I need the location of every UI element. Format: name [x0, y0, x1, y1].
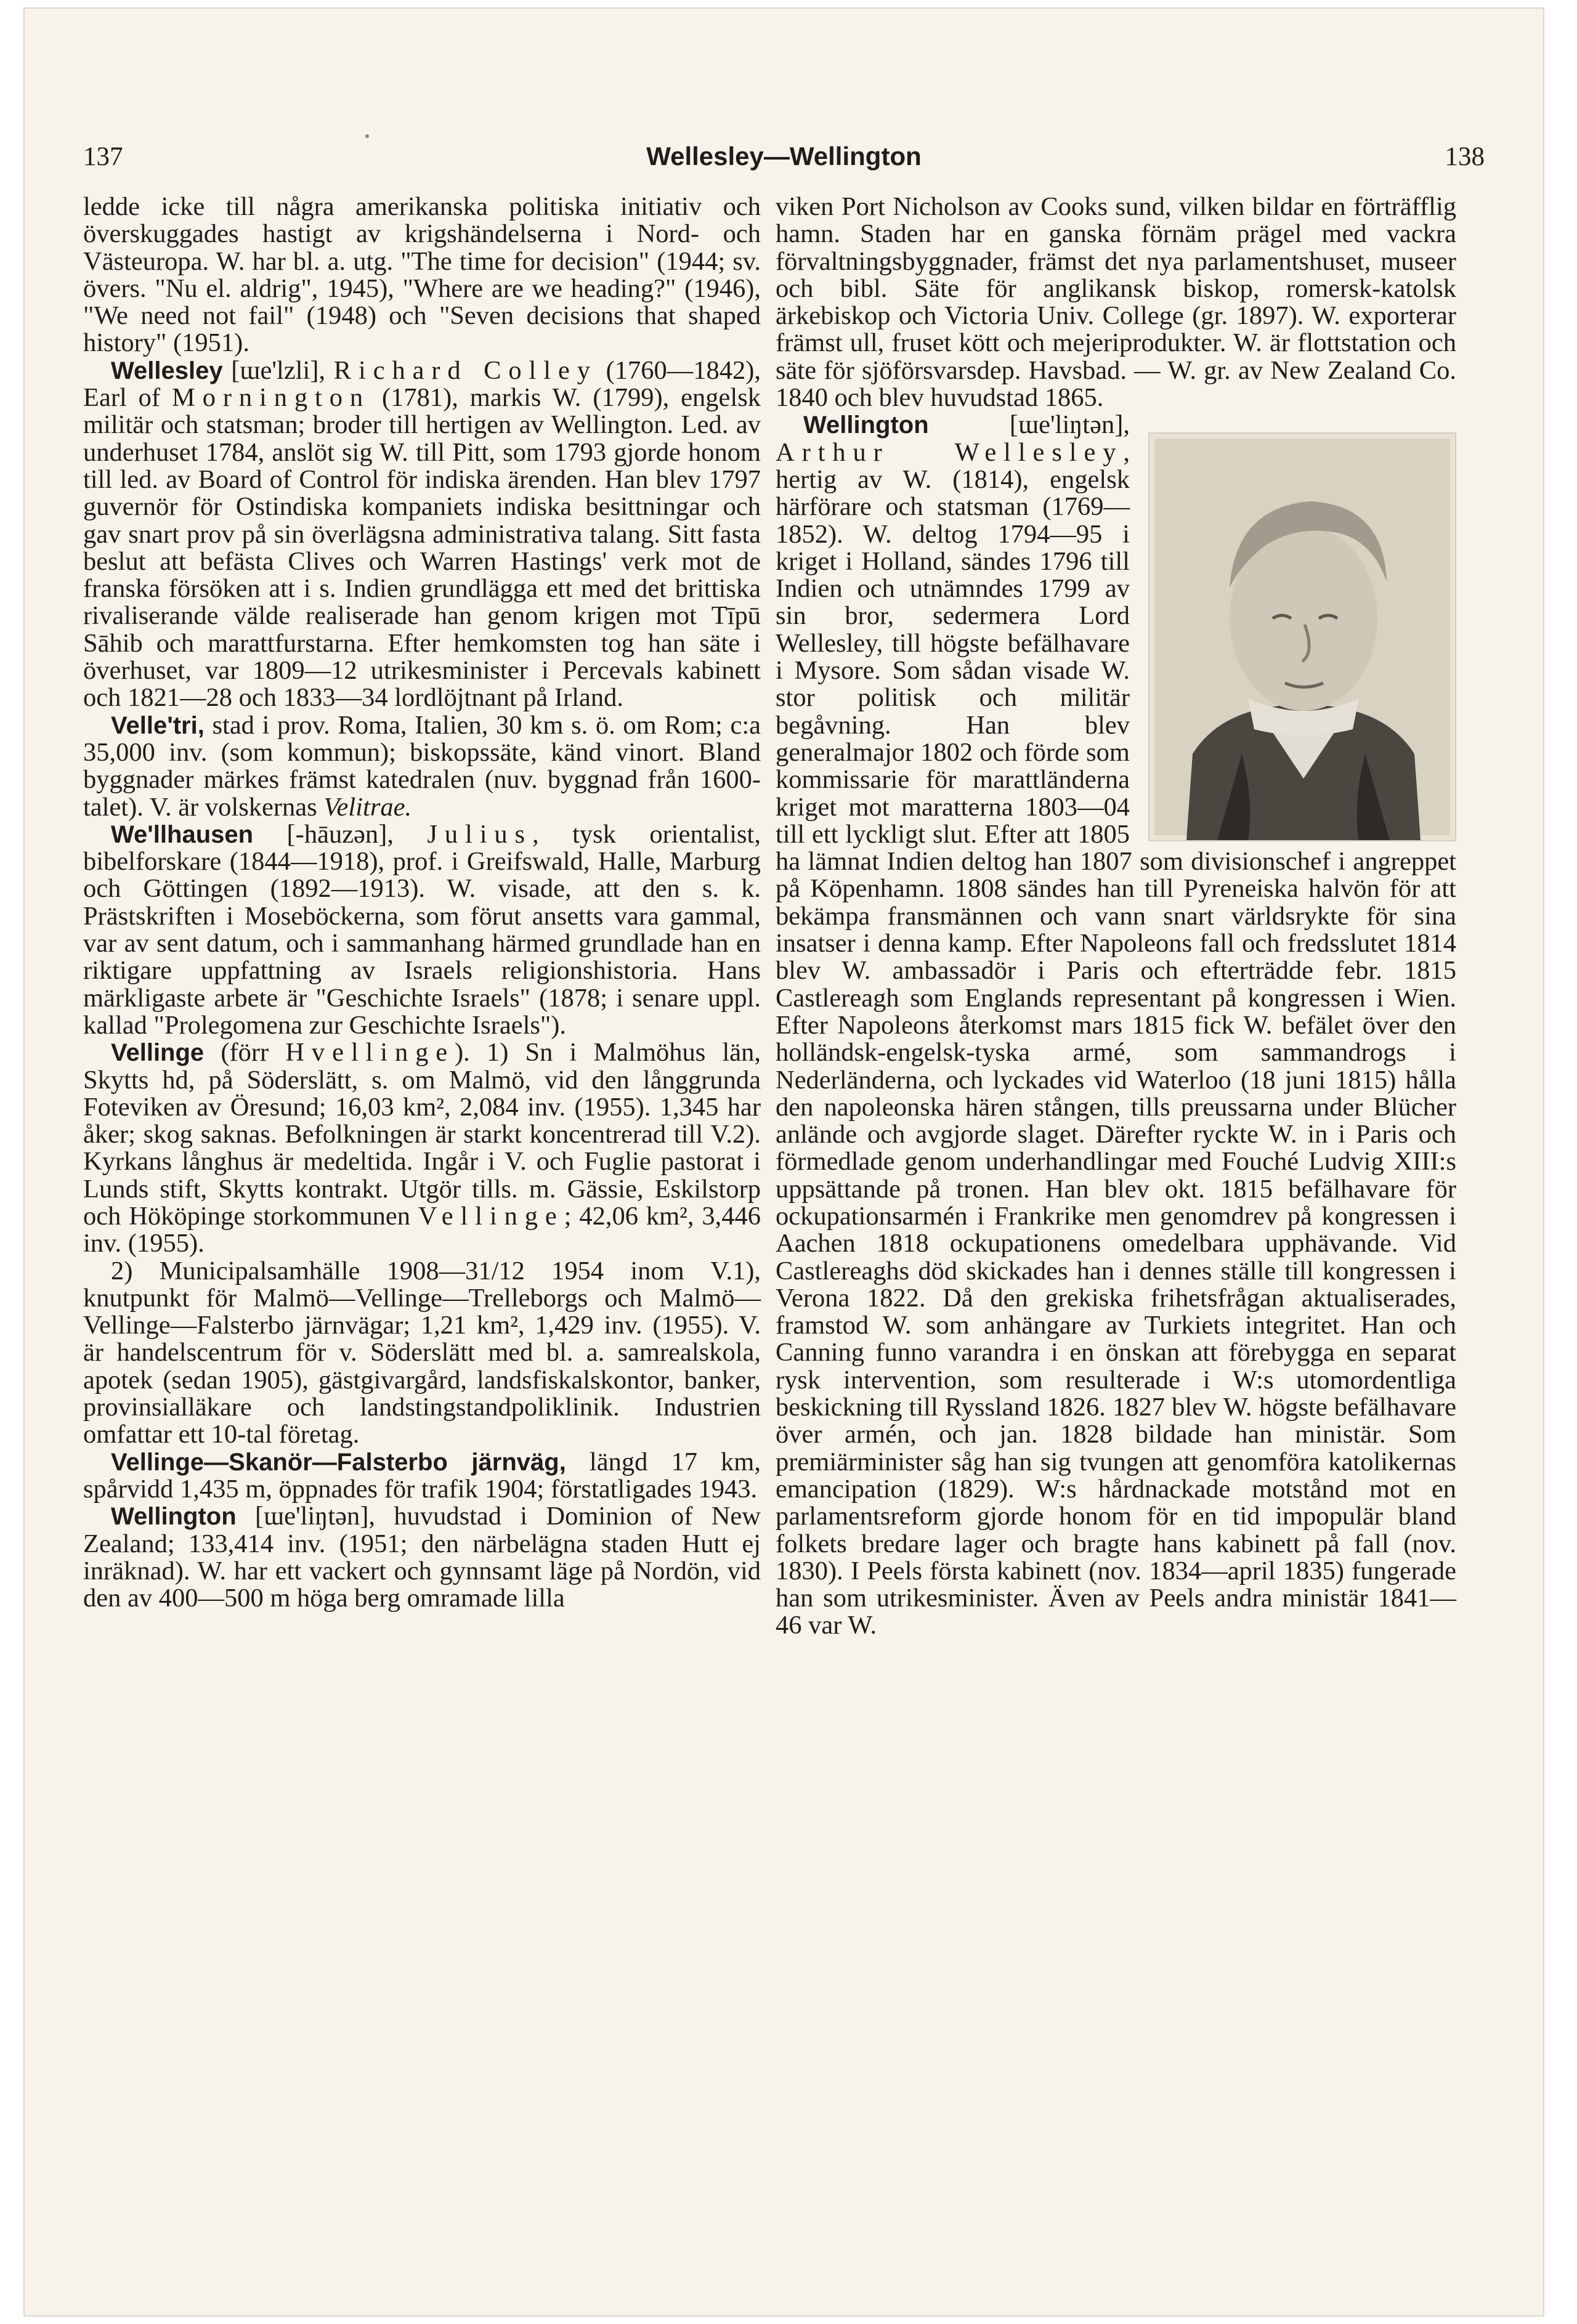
entry-text: (1781), markis W. (1799), engelsk militär och statsman; broder till hertigen av Wellington. Led. av underhuset 1784, anslöt sig W. till Pitt, som 1793 gjorde honom till led. av Board of Control för indiska ärenden. Han blev 1797 guvernör för Ostindiska kompaniets indiska besittningar och gav snart prov på sin överlägsna administrativa talang. Sitt fasta beslut att befästa Clives och Warren Hastings' verk mot de franska försöken att i s. Indien grundlägga ett med det brittiska rivaliserande välde realiserade han genom krigen mot Tīpū Sāhib och marattfurstarna. Efter hemkomsten tog han säte i överhuset, var 1809—12 utrikesminister i Percevals kabinett och 1821—28 och 1833—34 lordlöjtnant på Irland.	[83, 383, 761, 713]
portrait-image	[1148, 432, 1456, 841]
entry-text: stad i prov. Roma, Italien, 30 km s. ö. om Rom; c:a 35,000 inv. (som kommun); biskopssäte, känd vinort. Bland byggnader märkes främst katedralen (nuv. byggnad från 1600-talet). V. är volskernas	[83, 710, 761, 822]
entry-person-name: Julius	[427, 819, 533, 849]
entry-headword: We'llhausen	[111, 820, 254, 848]
ink-speck	[365, 134, 369, 138]
page-number-right: 138	[1445, 142, 1485, 171]
entry-pronunciation: [-hāuzən],	[253, 819, 428, 849]
entry-person-name: Arthur Wellesley	[776, 437, 1124, 467]
entry-wellington-duke	[776, 411, 1456, 1639]
entry-text: , hertig av W. (1814), engelsk härförare och statsman (1769—1852). W. deltog 1794—95 i kriget i Holland, sändes 1796 till Indien och utnämndes 1799 av sin bror, sedermera Lord Wellesley, till högste befälhavare i Mysore. Som sådan visade W. stor politisk och militär begåvning. Han blev generalmajor 1802 och förde som kommissarie för marattländerna kriget mot maratterna 1803—04 till ett lyckligt slut. Efter att 1805 ha lämnat Indien deltog han 1807 som divisionschef i angreppet på Köpenhamn. 1808 sändes han till Pyreneiska halvön för att bekämpa fransmännen och vann snart världsrykte för sina insatser i denna kamp. Efter Napoleons fall och fredsslutet 1814 blev W. ambassadör i Paris och efterträdde febr. 1815 Castlereagh som Englands representant på kongressen i Wien. Efter Napoleons återkomst mars 1815 fick W. befälet över den holländsk-engelsk-tyska armé, som sammandrogs i Nederländerna, och lyckades vid Waterloo (18 juni 1815) hålla den napoleonska hären stången, tills preussarna under Blücher anlände och avgjorde slaget. Därefter ryckte W. in i Paris och förmedlade genom underhandlingar med Fouché Ludvig XIII:s uppsättande på tronen. Han blev okt. 1815 befälhavare för ockupationsarmén i Frankrike men genomdrev på kongressen i Aachen 1818 ockupationens omedelbara upphävande. Vid Castlereaghs död skickades han i dennes ställe till kongressen i Verona 1822. Då den grekiska frihetsfrågan aktualiserades, framstod W. som anhängare av Turkiets integritet. Han och Canning funno varandra i en önskan att förebygga en separat rysk intervention, som resulterade i W:s utomordentliga beskickning till Ryssland 1826. 1827 blev W. högste befälhavare över armén, och jan. 1828 bildade han ministär. Som premiärminister såg han sig tvungen att genomföra katolikernas emancipation (1829). W:s hårdnackade motstånd mot en parlamentsreform gjorde honom för en tid impopulär bland folkets bredare lager och bragte hans kabinett på fall (nov. 1830). I Peels första kabinett (nov. 1834—april 1835) fungerade han som utrikesminister. Även av Peels andra ministär 1841—46 var W.	[776, 437, 1456, 1640]
entry-text: ; 42,06 km², 3,446 inv. (1955).	[83, 1201, 761, 1258]
entry-person-name: Richard Colley	[333, 355, 598, 385]
entry-headword: Vellinge	[111, 1039, 205, 1067]
entry-pronunciation: [ɯe'liŋtən],	[236, 1502, 394, 1531]
entry-headword: Vellinge—Skanör—Falsterbo järnväg,	[111, 1448, 566, 1476]
entry-text: huvudstad i Dominion of New Zealand; 133,414 inv. (1951; den närbelägna staden Hutt ej inräknad). W. har ett vackert och gynnsamt läge på Nordön, vid den av 400—500 m höga berg omramade lilla	[83, 1502, 761, 1613]
entry-text: längd 17 km, spårvidd 1,435 m, öppnades för trafik 1904; förstatligades 1943.	[83, 1447, 761, 1504]
page-sheet	[25, 9, 1543, 2315]
continued-paragraph: ledde icke till några amerikanska politiska initiativ och överskuggades hastigt av krigshändelserna i Nord- och Västeuropa. W. har bl. a. utg. "The time for decision" (1944; sv. övers. "Nu el. aldrig", 1945), "Where are we heading?" (1946), "We need not fail" (1948) och "Seven decisions that shaped history" (1951).	[83, 192, 761, 358]
page-number-left: 137	[83, 142, 123, 171]
entry-headword: Wellington	[111, 1503, 237, 1531]
entry-wellhausen	[83, 821, 761, 1039]
entry-pronunciation: [ɯe'liŋtən],	[928, 410, 1130, 440]
entry-text: (1760—1842), Earl of	[83, 355, 761, 413]
entry-headword: Wellesley	[111, 357, 223, 384]
entry-latin-name: Velitrae.	[323, 792, 412, 822]
running-title: Wellesley—Wellington	[646, 142, 922, 171]
entry-title-name: Mornington	[172, 383, 371, 413]
entry-commune-name: Vellinge	[418, 1201, 564, 1231]
portrait-drawing	[1149, 434, 1455, 840]
entry-pronunciation: [ɯe'lzli],	[222, 355, 334, 385]
entry-velletri	[83, 712, 761, 821]
entry-text: (förr	[204, 1038, 286, 1067]
entry-wellington-city	[83, 1503, 761, 1612]
entry-vellinge-railway	[83, 1449, 761, 1504]
entry-headword: Velle'tri,	[111, 711, 205, 739]
right-column	[776, 193, 1456, 1640]
entry-vellinge-sub-2: 2) Municipalsamhälle 1908—31/12 1954 inom V.1), knutpunkt för Malmö—Vellinge—Trelleborgs och Malmö—Vellinge—Falsterbo järnvägar; 1,21 km², 1,429 inv. (1955). V. är handelscentrum för v. Söderslätt med bl. a. samrealskola, apotek (sedan 1905), gästgivargård, landsfiskalskontor, banker, provinsialläkare och landstingstandpoliklinik. Industrien omfattar ett 10-tal företag.	[83, 1256, 761, 1449]
running-header	[83, 142, 1485, 185]
entry-vellinge	[83, 1039, 761, 1257]
continued-paragraph: viken Port Nicholson av Cooks sund, vilken bildar en förträfflig hamn. Staden har en ganska förnäm prägel med vackra förvaltningsbyggnader, främst det nya parlamentshuset, museer och bibl. Säte för anglikansk biskop, romersk-katolsk ärkebiskop och Victoria Univ. College (gr. 1897). W. exporterar främst ull, fruset kött och mejeriprodukter. W. är flottstation och säte för sjöförsvarsdep. Havsbad. — W. gr. av New Zealand Co. 1840 och blev huvudstad 1865.	[776, 192, 1456, 413]
left-column	[83, 193, 761, 1612]
entry-headword: Wellington	[803, 411, 929, 439]
entry-text: ). 1) Sn i Malmöhus län, Skytts hd, på Söderslätt, s. om Malmö, vid den långgrunda Foteviken av Öresund; 16,03 km², 2,084 inv. (1955). 1,345 har åker; skog saknas. Befolkningen är starkt koncentrerad till V.2). Kyrkans långhus är medeltida. Ingår i V. och Fuglie pastorat i Lunds stift, Skytts kontrakt. Utgör tills. m. Gässie, Eskilstorp och Hököpinge storkommunen	[83, 1038, 761, 1231]
entry-old-name: Hvellinge	[285, 1038, 455, 1067]
entry-wellesley	[83, 357, 761, 712]
entry-text: , tysk orientalist, bibelforskare (1844—1918), prof. i Greifswald, Halle, Marburg och Göttingen (1892—1913). W. visade, att den s. k. Prästskriften i Moseböckerna, som förut ansetts vara gammal, var av sent datum, och i sammanhang härmed grundlade han en riktigare uppfattning av Israels religionshistoria. Hans märkligaste arbete är "Geschichte Israels" (1878; i senare uppl. kallad "Prolegomena zur Geschichte Israels").	[83, 819, 761, 1040]
